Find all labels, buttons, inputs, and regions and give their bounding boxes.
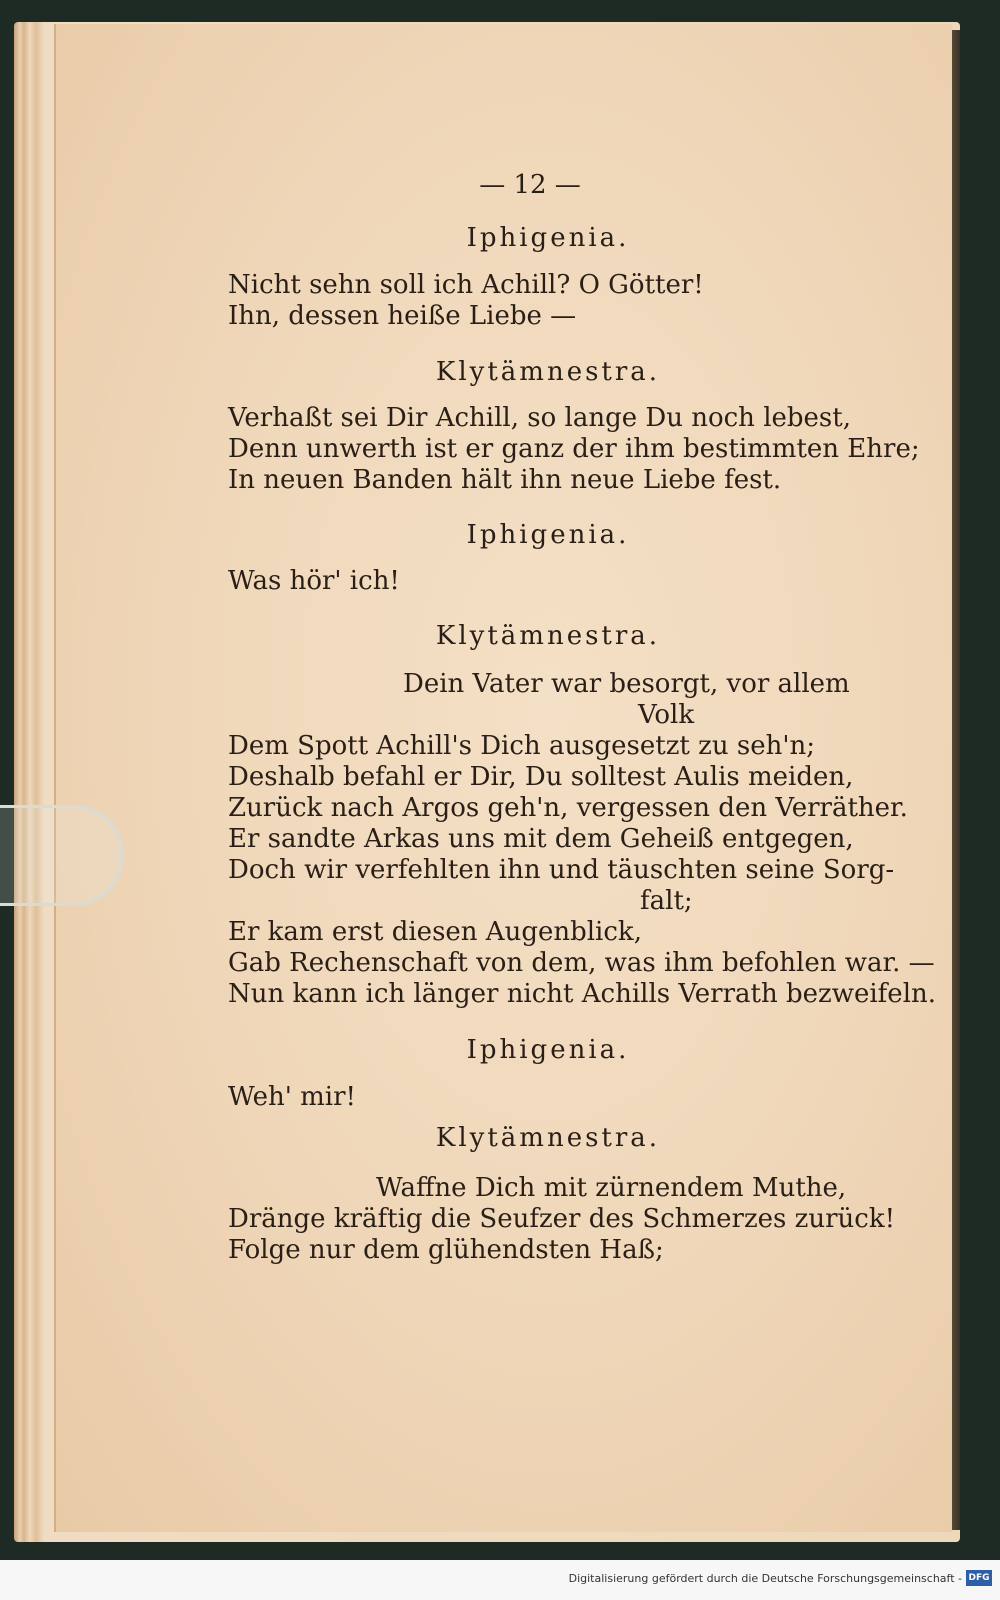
speaker-name: Iphigenia. [466, 223, 630, 253]
verse-line: Dein Vater war besorgt, vor allem [403, 669, 850, 699]
verse-line: Dränge kräftig die Seufzer des Schmerzes zurück! [228, 1204, 896, 1234]
verse-line: Gab Rechenschaft von dem, was ihm befohlen war. — [228, 948, 935, 978]
page-clip [0, 805, 123, 906]
dfg-logo: DFG [966, 1570, 992, 1586]
verse-line: Verhaßt sei Dir Achill, so lange Du noch lebest, [228, 403, 851, 433]
speaker-name: Klytämnestra. [435, 1123, 661, 1153]
verse-line: Deshalb befahl er Dir, Du solltest Aulis meiden, [228, 762, 854, 792]
verse-line: Weh' mir! [228, 1082, 356, 1112]
verse-line: Zurück nach Argos geh'n, vergessen den Verräther. [228, 793, 908, 823]
verse-line-continuation: Volk [638, 700, 695, 730]
verse-line: Nicht sehn soll ich Achill? O Götter! [228, 270, 704, 300]
funding-notice: Digitalisierung gefördert durch die Deutsche Forschungsgemeinschaft - [568, 1572, 962, 1585]
digitization-footer [0, 1560, 1000, 1600]
speaker-name: Iphigenia. [466, 1035, 630, 1065]
verse-line: Folge nur dem glühendsten Haß; [228, 1235, 664, 1265]
speaker-name: Klytämnestra. [435, 357, 661, 387]
verse-line: Ihn, dessen heiße Liebe — [228, 301, 577, 331]
verse-line: Nun kann ich länger nicht Achills Verrath bezweifeln. [228, 979, 937, 1009]
verse-line: Er sandte Arkas uns mit dem Geheiß entgegen, [228, 824, 854, 854]
verse-line: In neuen Banden hält ihn neue Liebe fest. [228, 465, 782, 495]
page-number: — 12 — [479, 170, 581, 200]
verse-line: Doch wir verfehlten ihn und täuschten seine Sorg- [228, 855, 895, 885]
verse-line: Was hör' ich! [228, 566, 400, 596]
speaker-name: Iphigenia. [466, 520, 630, 550]
verse-line: Waffne Dich mit zürnendem Muthe, [376, 1173, 847, 1203]
verse-line: Denn unwerth ist er ganz der ihm bestimmten Ehre; [228, 434, 920, 464]
speaker-name: Klytämnestra. [435, 621, 661, 651]
verse-line: Dem Spott Achill's Dich ausgesetzt zu seh'n; [228, 731, 815, 761]
verse-line: Er kam erst diesen Augenblick, [228, 917, 642, 947]
verse-line-continuation: falt; [640, 886, 693, 916]
